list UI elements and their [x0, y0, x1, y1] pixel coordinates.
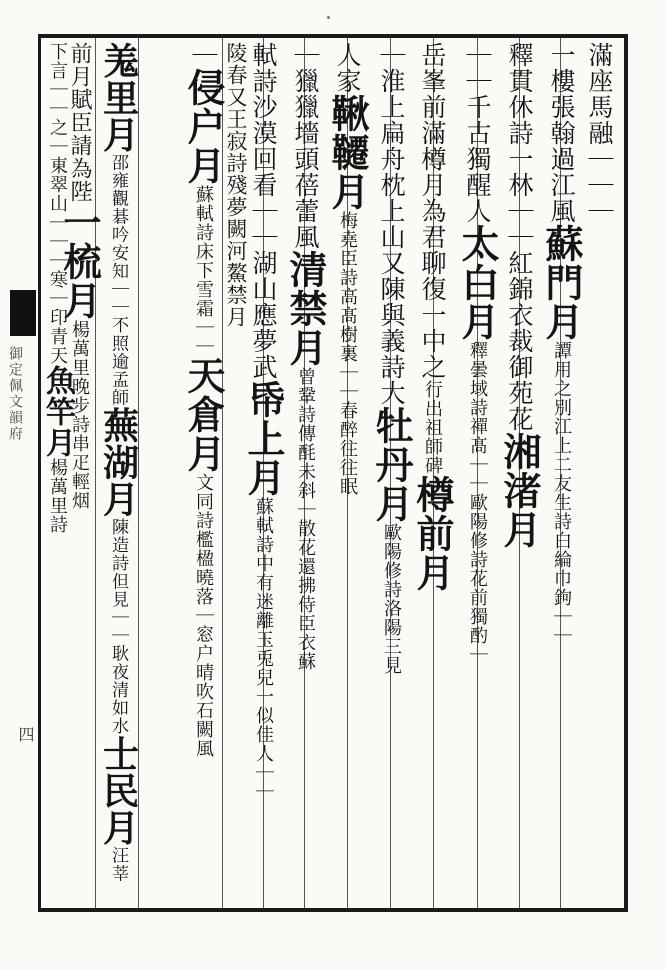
citation-text: 汪莘: [108, 846, 129, 883]
headword: 樽前月: [410, 475, 455, 592]
text-column-5: [410, 42, 455, 592]
text-column-14: [40, 42, 75, 534]
page-number: 四: [16, 726, 35, 742]
entry-text: ｜: [189, 42, 218, 68]
text-column-11: [181, 42, 226, 758]
entry-text: 釋貫休詩一林｜｜: [505, 42, 534, 250]
left-border: [38, 34, 41, 912]
citation-text: 歐陽修詩洛陽三見: [381, 523, 402, 675]
text-column-12: [97, 42, 141, 883]
citation-text: 譚用之別江上二友生詩白綸巾鉤｜｜: [551, 341, 572, 645]
headword: 蕪湖月: [97, 406, 141, 518]
headword: 湘渚月: [497, 432, 542, 549]
entry-text: 滿座馬融｜｜｜: [585, 42, 614, 224]
text-column-6: [369, 42, 414, 675]
headword: 鞦韆月: [325, 94, 370, 211]
citation-text: 楊萬里詩: [47, 458, 68, 534]
text-column-1: [587, 42, 612, 224]
text-column-2: [539, 42, 584, 645]
top-border: [38, 34, 628, 38]
citation-text: 蘇軾詩床下雪霜｜｜: [193, 185, 214, 356]
headword: 天倉月: [181, 356, 226, 473]
citation-text: 文同詩檻楹曉落｜窓户晴吹石闕風: [193, 473, 214, 758]
text-column-7: [325, 42, 370, 496]
citation-text: 春醉往往眠: [337, 401, 358, 496]
headword: 魚竿月: [40, 365, 75, 458]
ink-speck: [327, 16, 330, 19]
headword: 太白月: [455, 224, 500, 341]
entry-text: 軾詩沙漠回看｜｜湖山應夢武: [249, 42, 278, 380]
text-column-4: [455, 42, 500, 664]
citation-text: 楊萬里晚步詩串疋輕烟: [69, 320, 90, 510]
margin-tab: [0, 290, 38, 510]
headword: 蘇門月: [539, 224, 584, 341]
headword: 侵户月: [181, 68, 226, 185]
citation-text: 歐陽修詩花前獨酌｜: [467, 493, 488, 664]
headword: 羗里月: [97, 42, 141, 154]
entry-text: 岳峯前滿樽月為君聊復一中之: [418, 42, 447, 380]
citation-text: 邵雍觀碁吟安知｜｜不照逾孟師: [108, 153, 129, 407]
right-border: [624, 34, 628, 912]
citation-text: 釋曇域詩禪髙｜｜: [467, 341, 488, 493]
entry-text: 陵春又王寂詩殘夢闕河鰲禁月: [224, 42, 248, 328]
citation-text: 曾鞏詩傳酕未斜｜散花還拂侍臣衣蘇: [295, 367, 316, 671]
text-column-3: [497, 42, 542, 549]
citation-text: 行出祖師碑: [422, 380, 443, 475]
entry-text: 人家: [333, 42, 362, 94]
entry-text: ｜淮上扁舟枕上山又陳與義詩大: [377, 42, 406, 406]
entry-text: 前月賦臣請為陛: [67, 42, 92, 203]
text-column-9: [241, 42, 286, 801]
text-column-10: [225, 42, 246, 328]
headword: 帋上月: [241, 380, 286, 497]
book-title: 御定佩文韻府: [7, 346, 23, 442]
citation-text: 陳造詩但見｜｜耿夜清如水: [108, 517, 129, 736]
citation-text: 東翠山｜｜｜寒｜印青天: [47, 156, 68, 365]
text-column-8: [283, 42, 328, 671]
entry-text: 一樓張翰過江風: [547, 42, 576, 224]
citation-text: 蘇軾詩中有迷離玉兎兒一似佳人｜｜: [253, 497, 274, 801]
entry-text: 紅錦衣裁御苑花: [505, 250, 534, 432]
entry-text: ｜｜千古獨醒人: [463, 42, 492, 224]
bottom-border: [38, 908, 628, 912]
citation-text: 梅堯臣詩高髙樹裏｜｜: [337, 211, 358, 401]
headword: 牡丹月: [369, 406, 414, 523]
headword: 清禁月: [283, 250, 328, 367]
entry-text: ｜獵獵墻頭蓓蕾風: [291, 42, 320, 250]
fishtail-mark: [10, 290, 36, 336]
entry-text: 下言｜｜之｜: [47, 42, 68, 156]
headword: 一梳月: [57, 203, 102, 320]
headword: 士民月: [97, 735, 141, 847]
